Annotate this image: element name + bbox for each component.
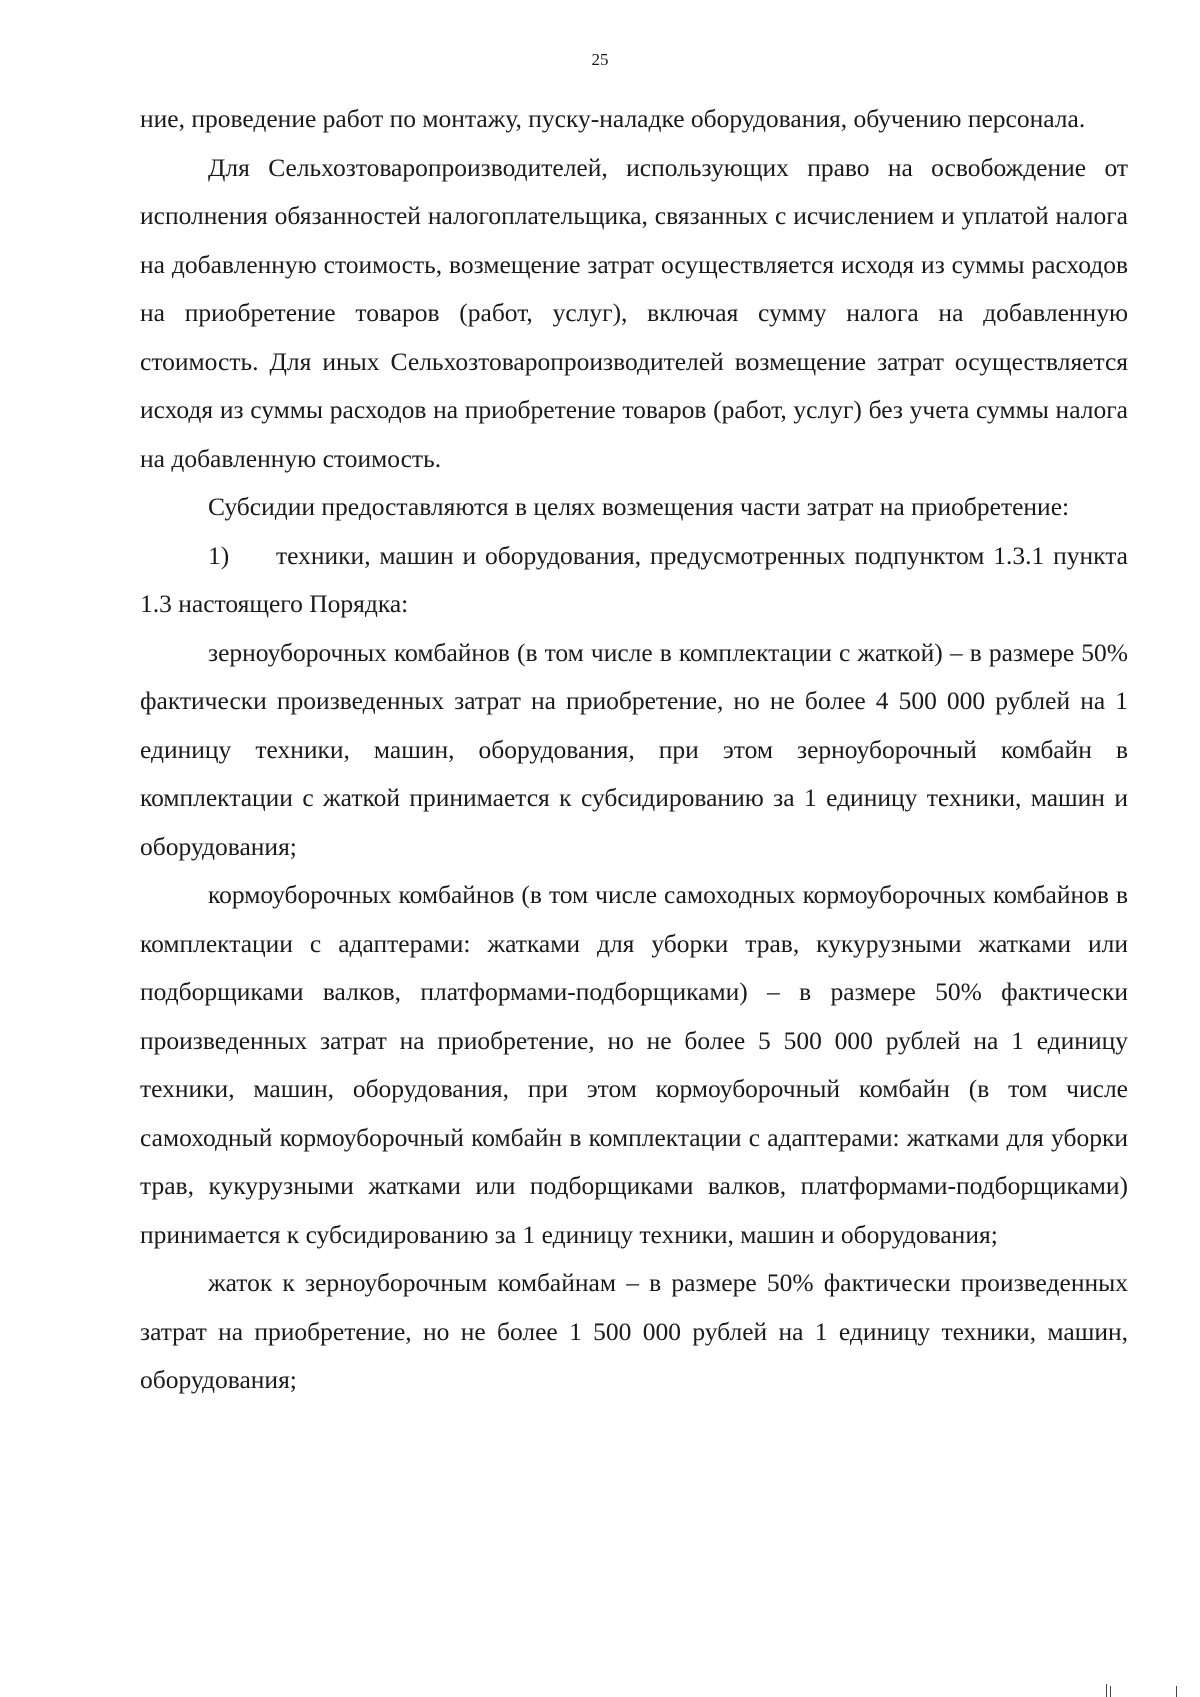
paragraph-grain-harvesters: зерноуборочных комбайнов (в том числе в комплектации с жаткой) – в размере 50% фактически произведенных затрат на приобретение, но не более 4 500 000 рублей на 1 единицу техники, машин, оборудования, при этом зерноуборочный комбайн в комплектации с жаткой принимается к субсидированию за 1 единицу техники, машин и оборудования;	[140, 637, 1128, 861]
paragraph-vat-rules: Для Сельхозтоваропроизводителей, использующих право на освобождение от исполнения обязанностей налогоплательщика, связанных с исчислением и уплатой налога на добавленную стоимость, возмещение затрат осуществляется исходя из суммы расходов на приобретение товаров (работ, услуг), включая сумму налога на добавленную стоимость. Для иных Сельхозтоваропроизводителей возмещение затрат осуществляется исходя из суммы расходов на приобретение товаров (работ, услуг) без учета суммы налога на добавленную стоимость.	[140, 152, 1128, 473]
list-item-text: техники, машин и оборудования, предусмотренных подпунктом 1.3.1 пункта 1.3 настоящего Порядка:	[140, 540, 1128, 618]
paragraph-subsidy-purpose: Субсидии предоставляются в целях возмещения части затрат на приобретение:	[208, 492, 1070, 521]
paragraph-continuation: ние, проведение работ по монтажу, пуску-наладке оборудования, обучению персонала.	[140, 104, 1086, 133]
list-item-number: 1)	[208, 540, 230, 570]
scan-edge-mark	[1110, 1686, 1111, 1697]
list-item-1	[140, 532, 1128, 629]
scan-edge-mark	[1106, 1684, 1107, 1697]
scan-edge-mark	[1176, 1686, 1177, 1697]
paragraph-headers: жаток к зерноуборочным комбайнам – в размере 50% фактически произведенных затрат на приобретение, но не более 1 500 000 рублей на 1 единицу техники, машин, оборудования;	[140, 1268, 1128, 1394]
body-text	[140, 95, 1128, 1405]
paragraph-forage-harvesters: кормоуборочных комбайнов (в том числе самоходных кормоуборочных комбайнов в комплектации с адаптерами: жатками для уборки трав, кукурузными жатками или подборщиками валков, платформами-подборщиками) – в размере 50% фактически произведенных затрат на приобретение, но не более 5 500 000 рублей на 1 единицу техники, машин, оборудования, при этом кормоуборочный комбайн (в том числе самоходный кормоуборочный комбайн в комплектации с адаптерами: жатками для уборки трав, кукурузными жатками или подборщиками валков, платформами-подборщиками) принимается к субсидированию за 1 единицу техники, машин и оборудования;	[140, 880, 1128, 1249]
page-number: 25	[591, 50, 609, 69]
